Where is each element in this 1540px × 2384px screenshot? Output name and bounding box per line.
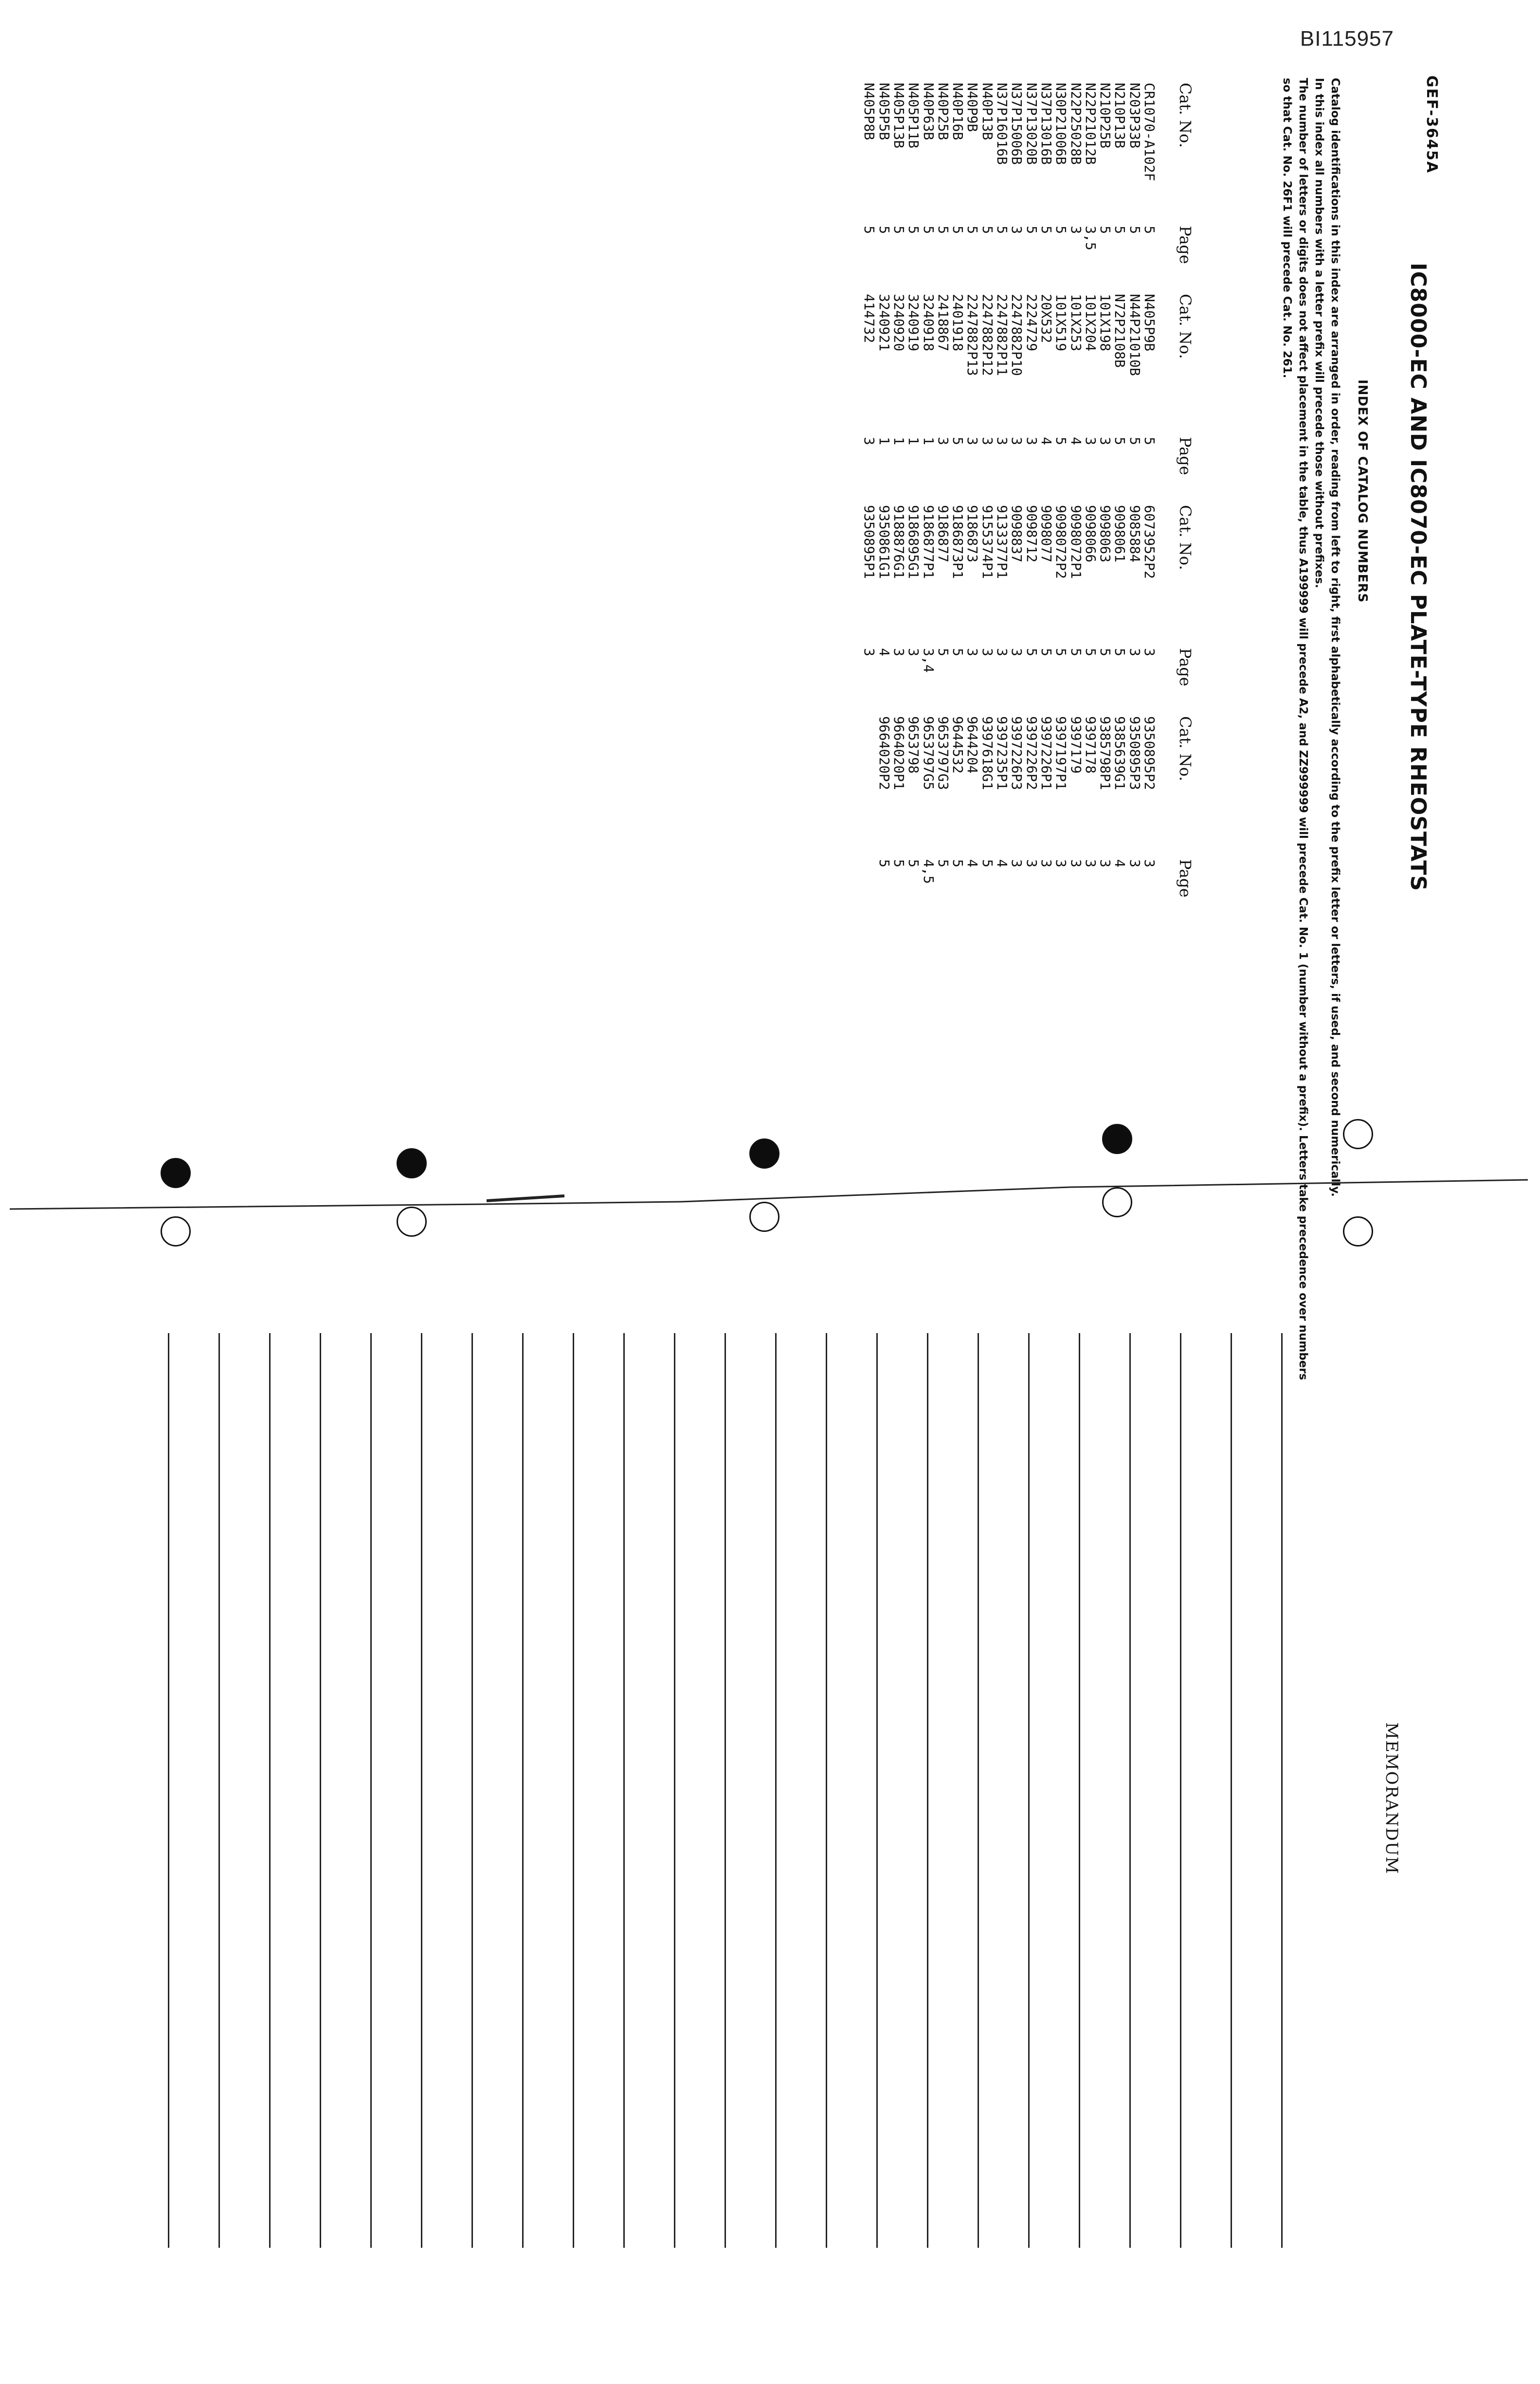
page-number-cell: 5 (1112, 437, 1128, 445)
document-code: GEF-3645A (1423, 75, 1440, 174)
memo-rule-line (826, 1333, 827, 2248)
catalog-number-cell: 2247882P13 (964, 294, 981, 376)
page-number-cell: 5 (1068, 648, 1084, 656)
catalog-number-cell: 9644204 (964, 716, 981, 774)
cat-no-header: Cat. No. (1176, 716, 1195, 781)
catalog-number-cell: 9186895G1 (906, 505, 922, 579)
page-number-cell: 1 (906, 437, 922, 445)
memo-rule-line (1028, 1333, 1030, 2248)
page-number-cell: 5 (979, 226, 996, 234)
page-number-cell: 3,5 (1082, 226, 1099, 251)
catalog-number-cell: 9350895P3 (1126, 716, 1143, 790)
catalog-number-cell: N405P9B (1141, 294, 1158, 352)
catalog-number-cell: 9186873P1 (950, 505, 966, 579)
memo-rule-line (1079, 1333, 1080, 2248)
page-number-cell: 4 (994, 859, 1011, 867)
page-number-cell: 3 (861, 437, 878, 445)
page-number-cell: 3 (1038, 859, 1054, 867)
catalog-number-cell: 9186877 (935, 505, 951, 563)
catalog-number-cell: 2247882P11 (994, 294, 1011, 376)
catalog-number-cell: 3240918 (920, 294, 937, 352)
catalog-number-cell: N37P15006B (1009, 83, 1025, 165)
catalog-number-cell: 9350895P1 (861, 505, 878, 579)
punch-hole (161, 1216, 191, 1246)
page-number-cell: 5 (935, 648, 951, 656)
page-number-cell: 3,4 (920, 648, 937, 673)
memo-rule-line (421, 1333, 422, 2248)
page-number-cell: 3 (861, 648, 878, 656)
punch-hole (1102, 1187, 1132, 1217)
page-number-cell: 1 (890, 437, 907, 445)
page-number-cell: 3 (964, 437, 981, 445)
page-number-cell: 5 (1053, 437, 1069, 445)
page-number-cell: 5 (950, 859, 966, 867)
page-number-cell: 5 (906, 859, 922, 867)
catalog-number-cell: N210P13B (1112, 83, 1128, 148)
catalog-number-cell: N37P16016B (994, 83, 1011, 165)
page-number-cell: 3 (1141, 859, 1158, 867)
catalog-number-cell: 3240919 (906, 294, 922, 352)
catalog-number-cell: 9397179 (1068, 716, 1084, 774)
page-number-cell: 5 (890, 859, 907, 867)
memo-rule-line (218, 1333, 220, 2248)
catalog-number-cell: 9653797G3 (935, 716, 951, 790)
page-number-cell: 5 (1112, 226, 1128, 234)
catalog-number-cell: 9397618G1 (979, 716, 996, 790)
catalog-number-cell: 9350861G1 (876, 505, 892, 579)
page-number-cell: 5 (906, 226, 922, 234)
page-number-cell: 3 (1141, 648, 1158, 656)
catalog-number-cell: 9397226P1 (1038, 716, 1054, 790)
page-number-cell: 3 (994, 437, 1011, 445)
catalog-number-cell: 9397226P3 (1009, 716, 1025, 790)
page-number-cell: 3 (994, 648, 1011, 656)
catalog-number-cell: N405P8B (861, 83, 878, 141)
memo-rule-line (1281, 1333, 1283, 2248)
memorandum-label: MEMORANDUM (1382, 1722, 1401, 1875)
page-number-cell: 3 (1068, 226, 1084, 234)
memo-rule-line (775, 1333, 777, 2248)
page-number-cell: 5 (950, 226, 966, 234)
page-number-cell: 5 (890, 226, 907, 234)
catalog-number-cell: 9098061 (1112, 505, 1128, 563)
punch-hole (749, 1138, 779, 1169)
page-number-cell: 5 (1038, 648, 1054, 656)
catalog-number-cell: 9098837 (1009, 505, 1025, 563)
memo-rule-line (1231, 1333, 1232, 2248)
catalog-number-cell: N210P25B (1097, 83, 1114, 148)
page-number-cell: 4 (1038, 437, 1054, 445)
page-header: Page (1176, 226, 1195, 264)
punch-hole (1343, 1216, 1373, 1246)
page-number-cell: 3 (979, 437, 996, 445)
catalog-number-cell: 9664020P2 (876, 716, 892, 790)
catalog-number-cell: 9350895P2 (1141, 716, 1158, 790)
page-number-cell: 5 (964, 226, 981, 234)
catalog-number-cell: N203P33B (1126, 83, 1143, 148)
catalog-number-cell: 9397226P2 (1023, 716, 1040, 790)
memo-rule-line (320, 1333, 321, 2248)
catalog-number-cell: N37P13020B (1023, 83, 1040, 165)
page-number-cell: 3 (935, 437, 951, 445)
catalog-number-cell: 9653797G5 (920, 716, 937, 790)
catalog-number-cell: 9664020P1 (890, 716, 907, 790)
page-number-cell: 5 (1023, 226, 1040, 234)
catalog-number-cell: N37P13016B (1038, 83, 1054, 165)
page-number-cell: 3 (1009, 648, 1025, 656)
catalog-number-cell: N405P11B (906, 83, 922, 148)
catalog-number-cell: 2247882P10 (1009, 294, 1025, 376)
catalog-number-cell: 9098712 (1023, 505, 1040, 563)
page-number-cell: 3 (1009, 226, 1025, 234)
document-id-stamp: BI115957 (1300, 27, 1394, 51)
page-number-cell: 3 (1023, 859, 1040, 867)
catalog-number-cell: 9385798P1 (1097, 716, 1114, 790)
catalog-number-cell: 9186873 (964, 505, 981, 563)
memo-rule-line (573, 1333, 574, 2248)
punch-hole (749, 1202, 779, 1232)
intro-paragraph: The number of letters or digits does not affect placement in the table, thus A199999 will precede A2, and ZZ999999 will precede Cat. No. 1 (number without a prefix). Letters take precedence over numbers so that Cat. No. 26F1 will precede Cat. No. 261. (1281, 78, 1309, 1380)
memo-rule-line (168, 1333, 169, 2248)
page-number-cell: 3 (1126, 648, 1143, 656)
catalog-number-cell: 9397197P1 (1053, 716, 1069, 790)
cat-no-header: Cat. No. (1176, 294, 1195, 359)
memo-rule-line (370, 1333, 372, 2248)
page-number-cell: 3 (1053, 859, 1069, 867)
cat-no-header: Cat. No. (1176, 505, 1195, 570)
catalog-number-cell: N40P63B (920, 83, 937, 141)
page-number-cell: 3 (1009, 437, 1025, 445)
catalog-number-cell: 2247882P12 (979, 294, 996, 376)
page-number-cell: 5 (979, 859, 996, 867)
memo-rule-line (674, 1333, 675, 2248)
page-number-cell: 5 (1097, 226, 1114, 234)
catalog-number-cell: N30P21006B (1053, 83, 1069, 165)
page-number-cell: 3 (1082, 859, 1099, 867)
page-number-cell: 3 (1068, 859, 1084, 867)
page-number-cell: 5 (1112, 648, 1128, 656)
catalog-number-cell: 9098072P1 (1068, 505, 1084, 579)
page-number-cell: 5 (861, 226, 878, 234)
catalog-number-cell: 9098077 (1038, 505, 1054, 563)
catalog-number-cell: 9397235P1 (994, 716, 1011, 790)
page-header: Page (1176, 648, 1195, 686)
catalog-number-cell: 9155374P1 (979, 505, 996, 579)
page-number-cell: 5 (1141, 226, 1158, 234)
punch-hole (161, 1158, 191, 1188)
punch-hole (1102, 1124, 1132, 1154)
memo-rule-line (471, 1333, 473, 2248)
page-number-cell: 5 (1038, 226, 1054, 234)
punch-hole (1343, 1119, 1373, 1149)
catalog-number-cell: 3240920 (890, 294, 907, 352)
intro-paragraph: Catalog identifications in this index are arranged in order, reading from left to right, first alphabetically according to the prefix letter or letters, if used, and second numerically. (1329, 78, 1341, 1197)
page-number-cell: 5 (1082, 648, 1099, 656)
catalog-number-cell: N22P21012B (1082, 83, 1099, 165)
page-number-cell: 3 (1097, 859, 1114, 867)
catalog-number-cell: 414732 (861, 294, 878, 343)
page-number-cell: 5 (935, 859, 951, 867)
catalog-number-cell: 6073952P2 (1141, 505, 1158, 579)
catalog-number-cell: 9098063 (1097, 505, 1114, 563)
punch-hole (397, 1207, 427, 1237)
catalog-number-cell: 2418867 (935, 294, 951, 352)
page-number-cell: 5 (876, 859, 892, 867)
page-header: Page (1176, 437, 1195, 475)
catalog-number-cell: 9397178 (1082, 716, 1099, 774)
catalog-number-cell: N40P13B (979, 83, 996, 141)
page-number-cell: 4 (1112, 859, 1128, 867)
catalog-number-cell: 101X253 (1068, 294, 1084, 352)
memo-rule-line (623, 1333, 625, 2248)
page-number-cell: 5 (935, 226, 951, 234)
catalog-number-cell: 9644532 (950, 716, 966, 774)
page-number-cell: 5 (950, 437, 966, 445)
memo-rule-line (876, 1333, 878, 2248)
page-number-cell: 3 (890, 648, 907, 656)
page-number-cell: 5 (1053, 648, 1069, 656)
catalog-number-cell: 3240921 (876, 294, 892, 352)
page-number-cell: 5 (950, 648, 966, 656)
memo-rule-line (1129, 1333, 1131, 2248)
catalog-number-cell: N22P25028B (1068, 83, 1084, 165)
memo-rule-line (1180, 1333, 1181, 2248)
page-number-cell: 3 (1082, 437, 1099, 445)
catalog-number-cell: 101X198 (1097, 294, 1114, 352)
catalog-number-cell: N405P5B (876, 83, 892, 141)
page-number-cell: 3 (979, 648, 996, 656)
punch-hole (397, 1148, 427, 1178)
memo-rule-line (725, 1333, 726, 2248)
page-number-cell: 1 (920, 437, 937, 445)
catalog-number-cell: 9188876G1 (890, 505, 907, 579)
catalog-number-cell: 9186877P1 (920, 505, 937, 579)
page-number-cell: 5 (876, 226, 892, 234)
page-number-cell: 4 (964, 859, 981, 867)
catalog-number-cell: N40P25B (935, 83, 951, 141)
catalog-number-cell: 2224729 (1023, 294, 1040, 352)
catalog-number-cell: 101X204 (1082, 294, 1099, 352)
catalog-number-cell: 9133377P1 (994, 505, 1011, 579)
intro-paragraph: In this index all numbers with a letter prefix will precede those without prefixes. (1313, 78, 1325, 588)
page-title: IC8000-EC AND IC8070-EC PLATE-TYPE RHEOSTATS (1406, 263, 1431, 891)
catalog-number-cell: N40P9B (964, 83, 981, 132)
catalog-number-cell: 101X519 (1053, 294, 1069, 352)
page-number-cell: 3 (1097, 437, 1114, 445)
page-number-cell: 1 (876, 437, 892, 445)
catalog-number-cell: 9098072P2 (1053, 505, 1069, 579)
catalog-number-cell: N44P21010B (1126, 294, 1143, 376)
page-number-cell: 4,5 (920, 859, 937, 884)
catalog-number-cell: CR1070-A102F (1141, 83, 1158, 181)
page-number-cell: 3 (906, 648, 922, 656)
page-number-cell: 3 (964, 648, 981, 656)
page-number-cell: 3 (1023, 437, 1040, 445)
index-subtitle: INDEX OF CATALOG NUMBERS (1355, 379, 1370, 603)
memo-rule-line (978, 1333, 979, 2248)
page-number-cell: 3 (1126, 859, 1143, 867)
catalog-number-cell: 2401918 (950, 294, 966, 352)
page-number-cell: 4 (1068, 437, 1084, 445)
catalog-number-cell: N72P2108B (1112, 294, 1128, 368)
memo-rule-line (927, 1333, 928, 2248)
page-number-cell: 5 (1023, 648, 1040, 656)
catalog-number-cell: N40P16B (950, 83, 966, 141)
catalog-number-cell: 9653798 (906, 716, 922, 774)
page-number-cell: 5 (1126, 437, 1143, 445)
catalog-number-cell: 9098066 (1082, 505, 1099, 563)
catalog-number-cell: 9085884 (1126, 505, 1143, 563)
page-header: Page (1176, 859, 1195, 898)
cat-no-header: Cat. No. (1176, 83, 1195, 148)
page-number-cell: 3 (1009, 859, 1025, 867)
page-number-cell: 5 (994, 226, 1011, 234)
catalog-number-cell: 9385639G1 (1112, 716, 1128, 790)
page-number-cell: 4 (876, 648, 892, 656)
page-number-cell: 5 (1053, 226, 1069, 234)
page-number-cell: 5 (1126, 226, 1143, 234)
catalog-number-cell: N405P13B (890, 83, 907, 148)
page-number-cell: 5 (1141, 437, 1158, 445)
catalog-number-cell: 20X532 (1038, 294, 1054, 343)
page-number-cell: 5 (1097, 648, 1114, 656)
memo-rule-line (269, 1333, 271, 2248)
page-number-cell: 5 (920, 226, 937, 234)
memo-rule-line (522, 1333, 524, 2248)
